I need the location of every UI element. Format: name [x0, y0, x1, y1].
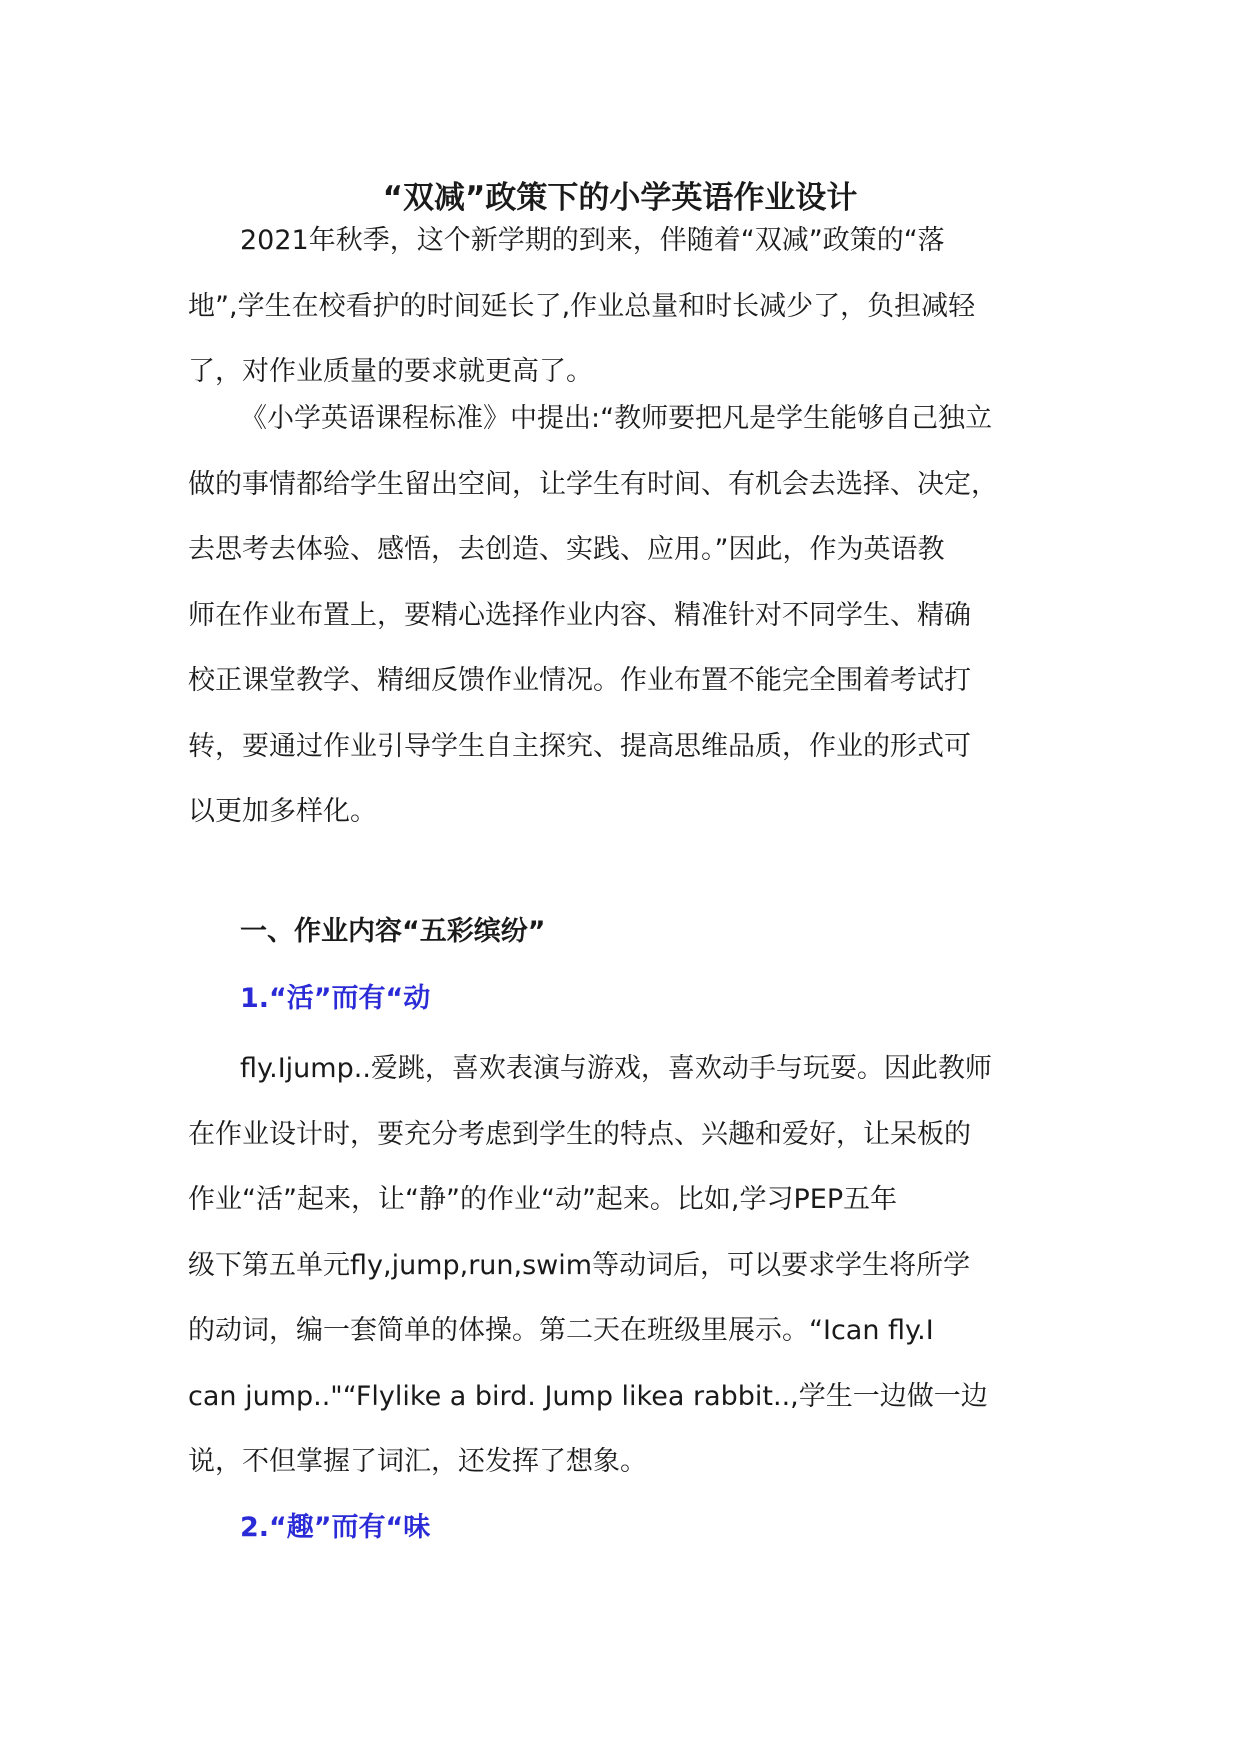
paragraph-line: can jump.."“Flylike a bird. Jump likea rabbit..,学生一边做一边	[188, 1380, 988, 1412]
paragraph-line: 师在作业布置上，要精心选择作业内容、精准针对不同学生、精确	[188, 599, 971, 631]
paragraph-line: 校正课堂教学、精细反馈作业情况。作业布置不能完全围着考试打	[188, 665, 971, 696]
paragraph-line: 以更加多样化。	[188, 796, 377, 827]
paragraph-line: 去思考去体验、感悟，去创造、实践、应用。”因此，作为英语教	[188, 534, 945, 565]
paragraph-curriculum-standard	[188, 386, 1058, 845]
paragraph-line: 的动词，编一套简单的体操。第二天在班级里展示。“Ican fly.I	[188, 1315, 934, 1346]
paragraph-line: 作业“活”起来，让“静”的作业“动”起来。比如,学习PEP五年	[188, 1184, 898, 1215]
subsection-heading-2: 2.“趣”而有“味	[240, 1512, 431, 1543]
paragraph-line: 转，要通过作业引导学生自主探究、提高思维品质，作业的形式可	[188, 730, 971, 762]
paragraph-line: 级下第五单元fly,jump,run,swim等动词后，可以要求学生将所学	[188, 1249, 971, 1281]
document-title: “双减”政策下的小学英语作业设计	[382, 180, 858, 216]
paragraph-line: 2021年秋季，这个新学期的到来，伴随着“双减”政策的“落	[240, 225, 945, 256]
paragraph-line: fly.Ijump..爱跳，喜欢表演与游戏，喜欢动手与玩耍。因此教师	[240, 1053, 992, 1084]
section-heading-1: 一、作业内容“五彩缤纷”	[240, 916, 546, 947]
paragraph-line: 说，不但掌握了词汇，还发挥了想象。	[188, 1446, 647, 1477]
subsection-heading-1: 1.“活”而有“动	[240, 983, 431, 1014]
paragraph-line: 做的事情都给学生留出空间，让学生有时间、有机会去选择、决定，	[188, 468, 998, 500]
paragraph-intro	[188, 208, 1058, 405]
paragraph-line: 在作业设计时，要充分考虑到学生的特点、兴趣和爱好，让呆板的	[188, 1118, 971, 1150]
paragraph-active-homework	[188, 1036, 1058, 1495]
paragraph-line: 地”,学生在校看护的时间延长了,作业总量和时长减少了，负担减轻	[188, 290, 976, 322]
paragraph-line: 了，对作业质量的要求就更高了。	[188, 356, 593, 387]
paragraph-line: 《小学英语课程标准》中提出:“教师要把凡是学生能够自己独立	[240, 403, 993, 434]
